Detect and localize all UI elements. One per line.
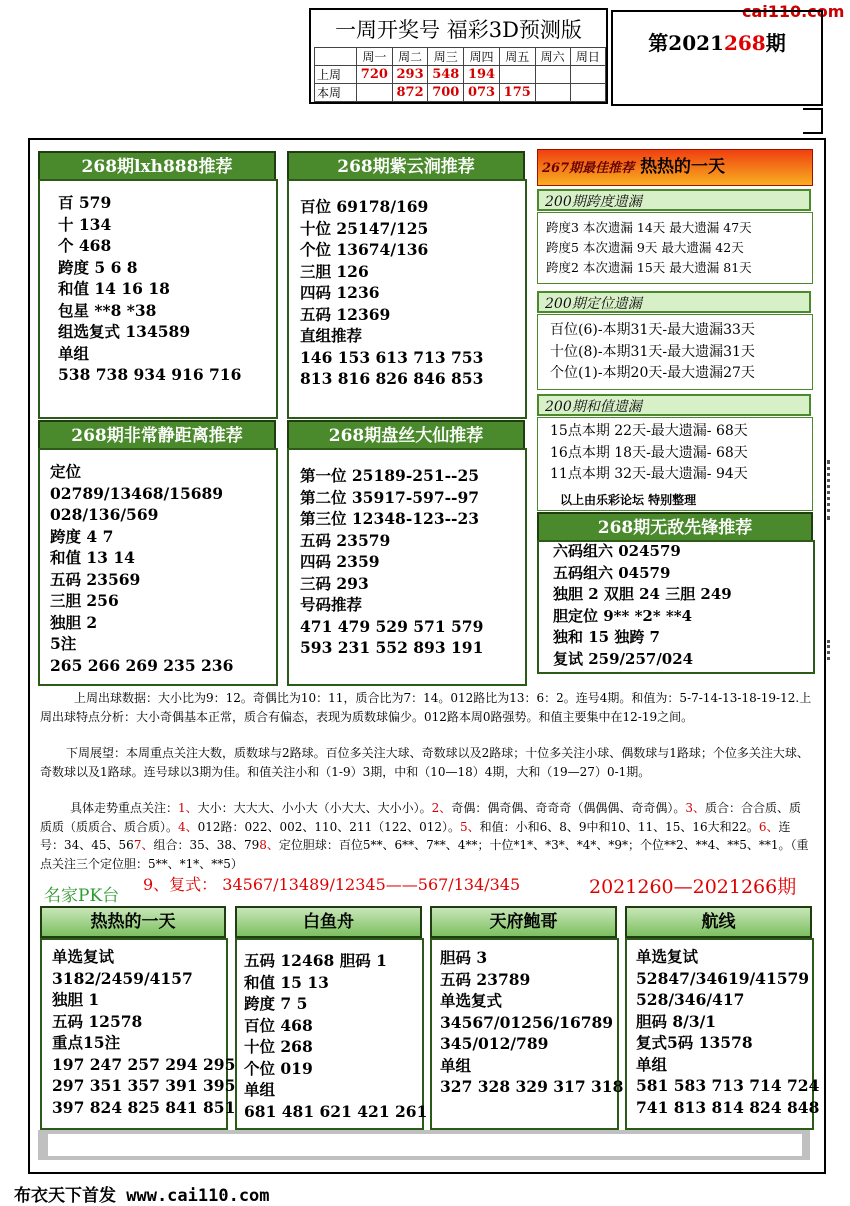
bottom-panel-lines	[440, 947, 623, 1098]
list-item: 741 813 814 824 848	[636, 1097, 820, 1117]
panel-wudi-lines	[553, 541, 732, 670]
list-item: 5注	[50, 634, 77, 653]
list-item: 独胆 2	[50, 612, 98, 632]
list-item: 五码 23789	[440, 969, 531, 989]
list-item: 胆码 3	[440, 948, 488, 967]
weekly-draw-table	[314, 47, 606, 102]
list-item: 跨度 5 6 8	[58, 257, 138, 277]
panel-ziyunjian-lines	[300, 196, 483, 390]
draw-number: 700	[428, 84, 464, 102]
list-item: 个位(1)-本期20天-最大遗漏27天	[550, 365, 755, 381]
list-item: 3182/2459/4157	[52, 968, 193, 988]
list-item: 第二位 35917-597--97	[300, 487, 480, 507]
bottom-panel-title: 天府鲍哥	[430, 906, 617, 938]
list-item: 五码 12578	[52, 1011, 143, 1031]
list-item: 297 351 357 391 395	[52, 1076, 236, 1095]
list-item: 跨度 7 5	[244, 994, 308, 1013]
list-item: 02789/13468/15689	[50, 483, 224, 503]
list-item: 独胆 1	[52, 990, 100, 1009]
list-item: 581 583 713 714 724	[636, 1076, 820, 1095]
panel-title-jingju: 268期非常静距离推荐	[38, 420, 276, 452]
draw-number	[570, 84, 605, 102]
list-item: 第一位 25189-251--25	[300, 466, 480, 485]
list-item: 单组	[440, 1055, 472, 1075]
list-item: 复试 259/257/024	[553, 649, 694, 668]
list-item: 复式5码 13578	[636, 1033, 753, 1052]
day-header: 周六	[535, 48, 570, 66]
list-item: 个 468	[58, 236, 112, 255]
list-item: 四码 1236	[300, 283, 380, 302]
position-missing-title: 200期定位遗漏	[537, 291, 811, 313]
draw-number	[535, 66, 570, 84]
list-item: 11点本期 32天-最大遗漏- 94天	[550, 466, 748, 482]
list-item: 和值 13 14	[50, 548, 135, 567]
list-item: 百位(6)-本期31天-最大遗漏33天	[550, 322, 755, 338]
list-item: 五码组六 04579	[553, 563, 671, 582]
list-item: 独胆 2 双胆 24 三胆 249	[553, 585, 732, 603]
bottom-panel-title: 航线	[625, 906, 812, 938]
span-missing-lines	[546, 218, 752, 278]
day-header: 周四	[464, 48, 500, 66]
draw-number: 175	[499, 84, 535, 102]
list-item: 345/012/789	[440, 1034, 549, 1053]
list-item: 五码 12369	[300, 304, 391, 324]
table-row-this-week	[315, 84, 606, 102]
list-item: 十位(8)-本期31天-最大遗漏31天	[550, 343, 755, 360]
day-header: 周一	[357, 48, 393, 66]
credit-note: 以上由乐彩论坛 特别整理	[560, 493, 697, 507]
issue-box	[611, 10, 823, 106]
list-item: 四码 2359	[300, 552, 380, 571]
side-dots-decoration	[823, 460, 830, 520]
panel-jingju-lines	[50, 461, 233, 676]
list-item: 15点本期 22天-最大遗漏- 68天	[550, 423, 748, 439]
period-range: 2021260—2021266期	[589, 876, 797, 898]
list-item: 三胆 126	[300, 261, 369, 281]
list-item: 028/136/569	[50, 505, 159, 524]
list-item: 34567/01256/16789	[440, 1012, 614, 1032]
list-item: 单选复试	[52, 947, 115, 966]
day-header: 周二	[392, 48, 428, 66]
list-item: 397 824 825 841 851	[52, 1097, 236, 1117]
corner-bracket	[803, 108, 823, 134]
list-item: 跨度3 本次遗漏 14天 最大遗漏 47天	[546, 220, 752, 235]
bottom-panel-title: 白鱼舟	[235, 906, 422, 938]
list-item: 跨度 4 7	[50, 526, 114, 546]
header-title: 一周开奖号 福彩3D预测版	[335, 18, 582, 42]
list-item: 个位 019	[244, 1058, 313, 1078]
sum-missing-title: 200期和值遗漏	[537, 394, 811, 416]
list-item: 单选复式	[440, 991, 503, 1010]
bottom-panel-lines	[244, 950, 427, 1122]
draw-number	[357, 84, 393, 102]
bottom-panel-lines	[636, 946, 819, 1118]
draw-number	[535, 84, 570, 102]
list-item: 146 153 613 713 753	[300, 347, 484, 367]
day-header: 周五	[499, 48, 535, 66]
list-item: 538 738 934 916 716	[58, 365, 242, 384]
list-item: 包星 **8 *38	[58, 300, 157, 320]
list-item: 百 579	[58, 193, 112, 212]
day-header: 周三	[428, 48, 464, 66]
span-missing-title: 200期跨度遗漏	[537, 189, 811, 211]
panel-title-ziyunjian: 268期紫云涧推荐	[287, 151, 525, 183]
draw-number: 548	[428, 66, 464, 84]
list-item: 十位 25147/125	[300, 218, 429, 238]
table-header-row	[315, 48, 606, 66]
list-item: 327 328 329 317 318	[440, 1077, 624, 1096]
panel-lxh888-lines	[58, 192, 241, 386]
list-item: 跨度5 本次遗漏 9天 最大遗漏 42天	[546, 240, 744, 255]
panel-pansi-lines	[300, 465, 483, 659]
row-label: 上周	[315, 66, 357, 84]
issue-number: 第2021268期	[648, 31, 786, 55]
draw-number: 293	[392, 66, 428, 84]
list-item: 五码 23569	[50, 569, 141, 589]
list-item: 十 134	[58, 214, 112, 234]
panel-title-pansi: 268期盘丝大仙推荐	[287, 420, 525, 452]
list-item: 直组推荐	[300, 326, 363, 345]
panel-title-wudi: 268期无敌先锋推荐	[537, 512, 813, 544]
list-item: 六码组六 024579	[553, 542, 681, 560]
best-recommend-banner: 267期最佳推荐 热热的一天	[537, 149, 813, 186]
position-missing-lines	[550, 320, 755, 385]
draw-number: 194	[464, 66, 500, 84]
list-item: 百位 69178/169	[300, 197, 429, 216]
list-item: 第三位 12348-123--23	[300, 509, 480, 528]
bottom-panel-lines	[52, 946, 235, 1118]
panel-title-lxh888: 268期lxh888推荐	[38, 151, 276, 183]
list-item: 五码 23579	[300, 530, 391, 550]
row-label: 本周	[315, 84, 357, 102]
list-item: 单组	[58, 343, 90, 363]
analysis-paragraph-3: 具体走势重点关注：1、大小：大大大、小小大（小大大、大小小）。2、奇偶：偶奇偶、奇奇奇（偶偶偶、奇奇偶）。3、质合：合合质、质质质（质质合、质合质）。4、012路：022、002、110、211（122、012）。5、和值：小和6、8、9中和10、11、15、16大和22。6、连号：34、45、567、组合：35、38、798、定位胆球：百位5**、6**、7**、4**；十位*1*、*3*、*4*、*9*；个位**2、**4、**5、**1。（重点关注三个定位胆：5**、*1*、**5）	[40, 801, 809, 871]
list-item: 胆码 8/3/1	[636, 1011, 717, 1031]
side-dots-decoration	[823, 640, 830, 660]
bottom-bar-inner	[48, 1134, 802, 1156]
list-item: 百位 468	[244, 1015, 313, 1035]
footer-text: 布衣天下首发 www.cai110.com	[14, 1186, 270, 1206]
list-item: 197 247 257 294 295	[52, 1054, 236, 1074]
list-item: 16点本期 18天-最大遗漏- 68天	[550, 444, 748, 461]
bottom-panel-title: 热热的一天	[40, 906, 226, 938]
list-item: 813 816 826 846 853	[300, 369, 484, 388]
list-item: 十位 268	[244, 1037, 313, 1056]
draw-number: 720	[357, 66, 393, 84]
analysis-paragraph-1: 上周出球数据：大小比为9：12。奇偶比为10：11，质合比为7：14。012路比为13：6：2。连号4期。和值为：5-7-14-13-18-19-12.上周出球特点分析：大小奇偶基本正常，质合有偏态，表现为质数球偏少。012路本周0路强势。和值主要集中在12-19之间。	[40, 691, 812, 724]
list-item: 五码 12468 胆码 1	[244, 951, 387, 970]
list-item: 单组	[636, 1054, 668, 1074]
pk-label: 名家PK台	[44, 886, 120, 906]
list-item: 组选复式 134589	[58, 322, 191, 341]
list-item: 593 231 552 893 191	[300, 638, 484, 657]
list-item: 681 481 621 421 261	[244, 1101, 428, 1121]
list-item: 265 266 269 235 236	[50, 655, 234, 675]
day-header: 周日	[570, 48, 605, 66]
sum-missing-lines	[550, 421, 748, 486]
list-item: 单选复试	[636, 947, 699, 966]
draw-number: 073	[464, 84, 500, 102]
list-item: 三胆 256	[50, 591, 119, 610]
list-item: 号码推荐	[300, 595, 363, 614]
fushi-line: 9、复式： 34567/13489/12345——567/134/345	[143, 875, 521, 894]
list-item: 重点15注	[52, 1033, 121, 1052]
list-item: 单组	[244, 1080, 276, 1099]
list-item: 三码 293	[300, 573, 369, 593]
list-item: 胆定位 9** *2* **4	[553, 606, 693, 625]
list-item: 和值 15 13	[244, 972, 329, 992]
draw-number: 872	[392, 84, 428, 102]
list-item: 独和 15 独跨 7	[553, 628, 660, 646]
draw-number	[570, 66, 605, 84]
list-item: 471 479 529 571 579	[300, 616, 484, 636]
list-item: 跨度2 本次遗漏 15天 最大遗漏 81天	[546, 260, 752, 275]
list-item: 528/346/417	[636, 990, 745, 1009]
list-item: 和值 14 16 18	[58, 279, 170, 298]
draw-number	[499, 66, 535, 84]
list-item: 52847/34619/41579	[636, 968, 810, 988]
weekly-draw-header	[309, 8, 608, 104]
list-item: 个位 13674/136	[300, 240, 429, 259]
table-row-last-week	[315, 66, 606, 84]
site-logo-text[interactable]: cai110.com	[742, 2, 845, 21]
list-item: 定位	[50, 462, 82, 481]
analysis-paragraph-2: 下周展望：本周重点关注大数，质数球与2路球。百位多关注大球、奇数球以及2路球；十位多关注小球、偶数球与1路球；个位多关注大球、奇数球以及1路球。连号球以3期为佳。和值关注小和（1-9）3期，中和（10—18）4期，大和（19—27）0-1期。	[40, 746, 809, 779]
